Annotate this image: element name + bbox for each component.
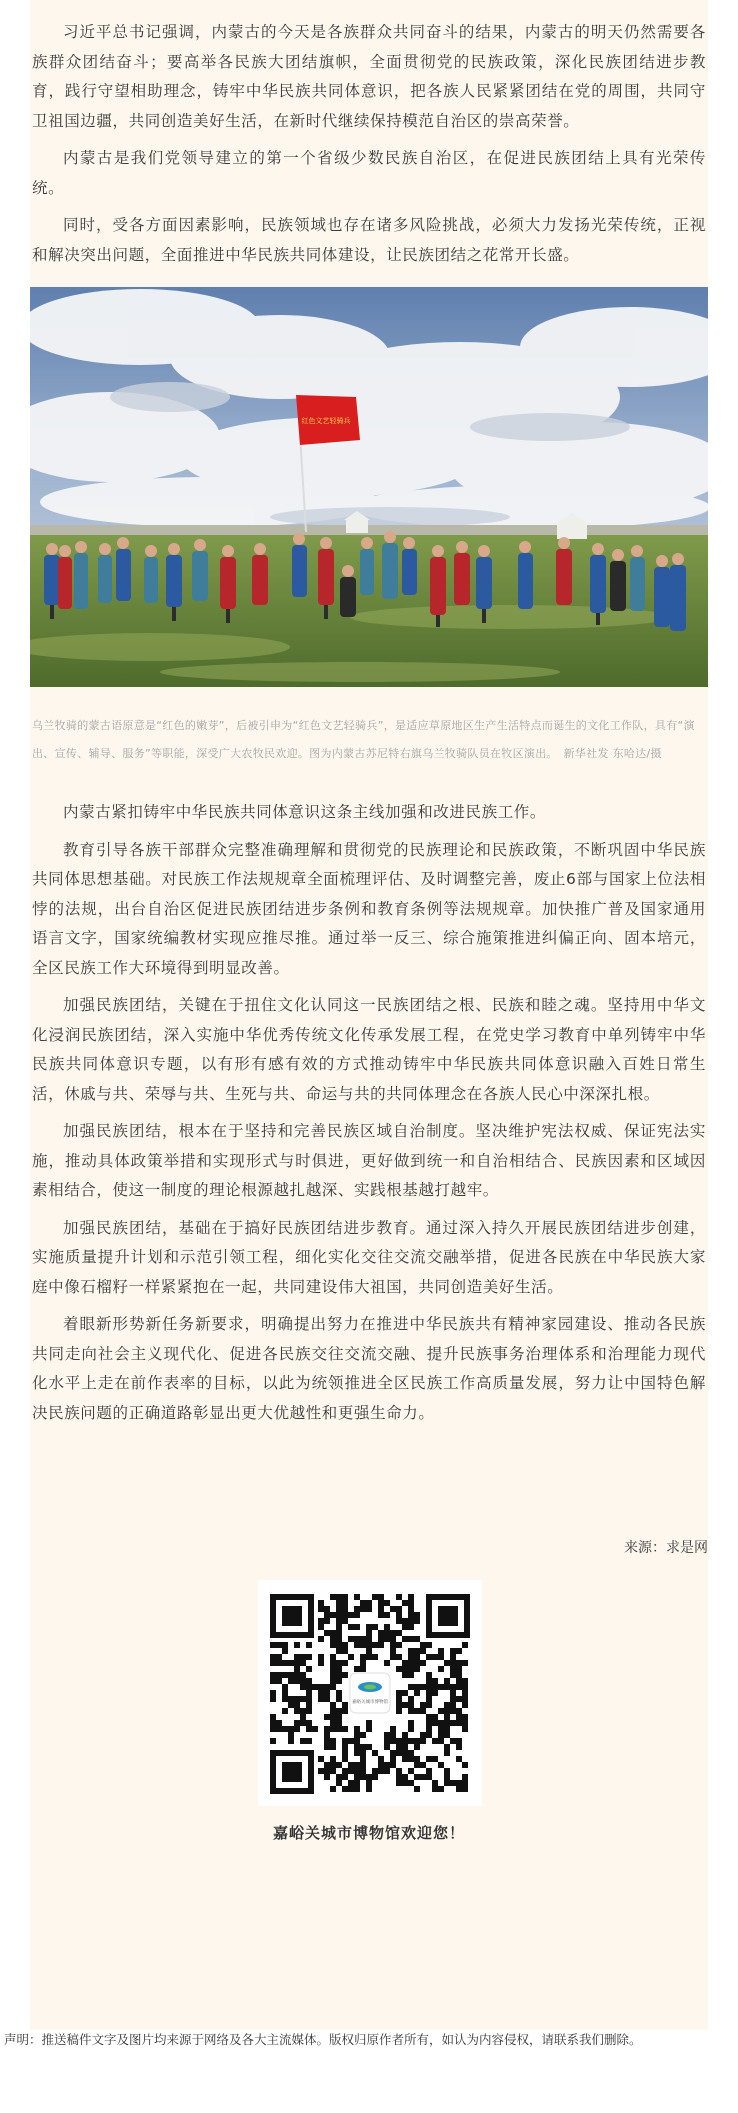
qr-code-image	[258, 1580, 482, 1806]
body-paragraph-3: 加强民族团结，关键在于扭住文化认同这一民族团结之根、民族和睦之魂。坚持用中华文化浸润民族团结，深入实施中华优秀传统文化传承发展工程，在党史学习教育中单列铸牢中华民族共同体意识专题，以有形有感有效的方式推动铸牢中华民族共同体意识融入百姓日常生活，休戚与共、荣辱与共、生死与共、命运与共的共同体理念在各族人民心中深深扎根。	[32, 996, 706, 1103]
photo-caption: 乌兰牧骑的蒙古语原意是“红色的嫩芽”，后被引申为“红色文艺轻骑兵”，是适应草原地区生产生活特点而诞生的文化工作队，具有“演出、宣传、辅导、服务”等职能，深受广大农牧民欢迎。图为内蒙古苏尼特右旗乌兰牧骑队员在牧区演出。 新华社发 东哈达/摄	[32, 719, 695, 760]
article-source: 来源：求是网	[624, 1540, 708, 1556]
flag-text: 红色文艺轻骑兵	[301, 417, 351, 425]
qr-code[interactable]	[258, 1580, 482, 1806]
article-photo	[30, 287, 708, 687]
intro-paragraph-3: 同时，受各方面因素影响，民族领域也存在诸多风险挑战，必须大力发扬光荣传统，正视和解决突出问题，全面推进中华民族共同体建设，让民族团结之花常开长盛。	[32, 216, 706, 264]
grassland-performance-photo	[30, 287, 708, 687]
body-section	[32, 798, 706, 1436]
body-paragraph-4: 加强民族团结，根本在于坚持和完善民族区域自治制度。坚决维护宪法权威、保证宪法实施，推动具体政策举措和实现形式与时俱进，更好做到统一和自治相结合、民族因素和区域因素相结合，使这一制度的理论根源越扎越深、实践根基越打越牢。	[32, 1122, 706, 1199]
body-paragraph-2: 教育引导各族干部群众完整准确理解和贯彻党的民族理论和民族政策，不断巩固中华民族共同体思想基础。对民族工作法规规章全面梳理评估、及时调整完善，废止6部与国家上位法相悖的法规，出台自治区促进民族团结进步条例和教育条例等法规规章。加快推广普及国家通用语言文字，国家统编教材实现应推尽推。通过举一反三、综合施策推进纠偏正向、固本培元，全区民族工作大环境得到明显改善。	[32, 840, 706, 977]
disclaimer: 声明：推送稿件文字及图片均来源于网络及各大主流媒体。版权归原作者所有，如认为内容侵权，请联系我们删除。	[4, 2032, 642, 2047]
qr-logo-text: 嘉峪关城市博物馆	[352, 1700, 388, 1705]
intro-section	[32, 18, 706, 278]
intro-paragraph-2: 内蒙古是我们党领导建立的第一个省级少数民族自治区，在促进民族团结上具有光荣传统。	[32, 149, 706, 197]
welcome-message: 嘉峪关城市博物馆欢迎您！	[272, 1824, 465, 1842]
body-paragraph-1: 内蒙古紧扣铸牢中华民族共同体意识这条主线加强和改进民族工作。	[63, 803, 547, 821]
article-card	[30, 0, 708, 2030]
body-paragraph-6: 着眼新形势新任务新要求，明确提出努力在推进中华民族共有精神家园建设、推动各民族共同走向社会主义现代化、促进各民族交往交流交融、提升民族事务治理体系和治理能力现代化水平上走在前作表率的目标，以此为统领推进全区民族工作高质量发展，努力让中国特色解决民族问题的正确道路彰显出更大优越性和更强生命力。	[32, 1315, 706, 1422]
body-paragraph-5: 加强民族团结，基础在于搞好民族团结进步教育。通过深入持久开展民族团结进步创建，实施质量提升计划和示范引领工程，细化实化交往交流交融举措，促进各民族在中华民族大家庭中像石榴籽一样紧紧抱在一起，共同建设伟大祖国，共同创造美好生活。	[32, 1218, 706, 1296]
intro-paragraph-1: 习近平总书记强调，内蒙古的今天是各族群众共同奋斗的结果，内蒙古的明天仍然需要各族群众团结奋斗；要高举各民族大团结旗帜，全面贯彻党的民族政策，深化民族团结进步教育，践行守望相助理念，铸牢中华民族共同体意识，把各族人民紧紧团结在党的周围，共同守卫祖国边疆，共同创造美好生活，在新时代继续保持模范自治区的崇高荣誉。	[32, 23, 706, 130]
